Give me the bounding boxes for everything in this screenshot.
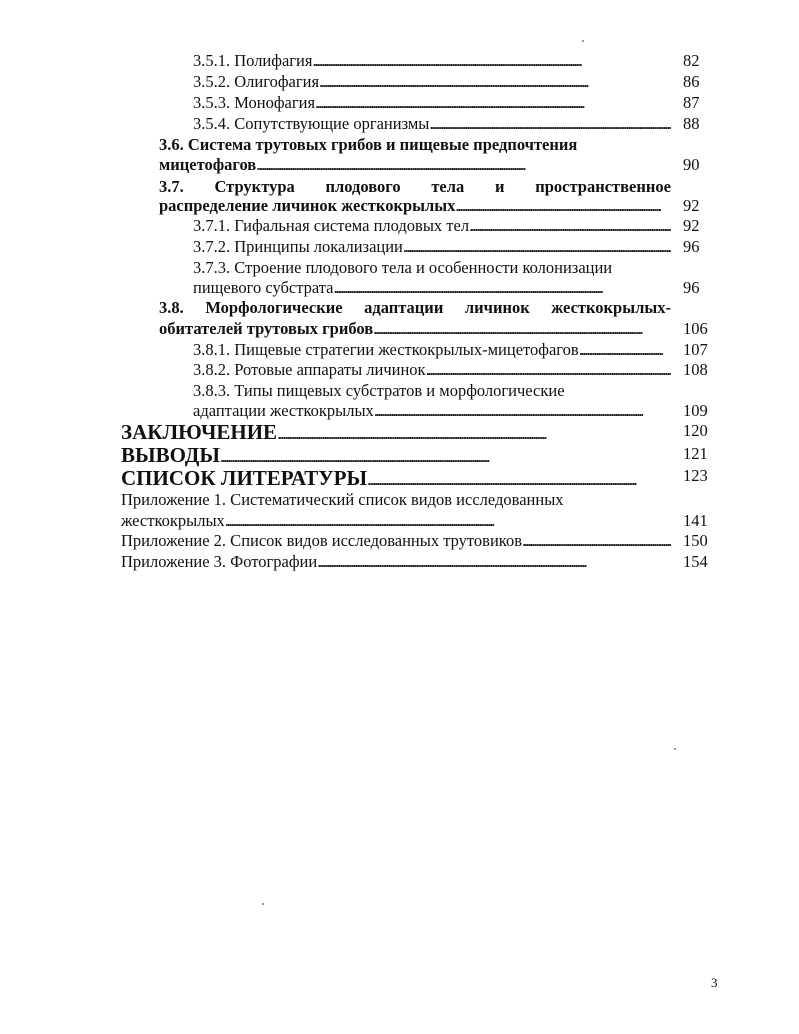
toc-entry-label	[159, 177, 671, 197]
toc-word: и	[494, 177, 505, 196]
toc-entry-label: пищевого субстрата	[193, 278, 334, 297]
toc-page-number: 120	[683, 421, 708, 440]
toc-entry-label: 3.7.2. Принципы локализации	[193, 237, 403, 256]
toc-entry-3-5-2	[0, 72, 799, 92]
toc-entry-3-7-2	[0, 237, 799, 257]
toc-entry-3-8-3-line1	[0, 381, 799, 401]
toc-entry-label: ВЫВОДЫ	[121, 443, 220, 467]
leader-dots	[426, 360, 671, 379]
toc-page-number: 92	[683, 216, 700, 235]
leader-dots	[220, 447, 487, 466]
toc-page-number: 87	[683, 93, 700, 112]
scan-speck	[262, 903, 264, 905]
toc-entry-3-7-1	[0, 216, 799, 236]
toc-page-number: 121	[683, 444, 708, 463]
toc-entry-label: 3.8.3. Типы пищевых субстратов и морфологические	[193, 381, 565, 400]
leader-dots	[256, 155, 523, 174]
toc-entry-label: 3.5.2. Олигофагия	[193, 72, 320, 91]
toc-entry-3-7-line2	[0, 196, 799, 216]
page-number: 3	[711, 975, 718, 990]
toc-word: Структура	[214, 177, 295, 196]
toc-page-number: 88	[683, 114, 700, 133]
toc-entry-3-8-1	[0, 340, 799, 360]
toc-entry-label: мицетофагов	[159, 155, 257, 174]
leader-dots	[469, 216, 671, 235]
leader-dots	[403, 237, 670, 256]
toc-entry-3-7-3-line1	[0, 258, 799, 278]
toc-page-number: 150	[683, 531, 708, 550]
toc-word: пространственное	[535, 177, 671, 196]
toc-entry-label: 3.6. Система трутовых грибов и пищевые предпочтения	[159, 135, 578, 154]
leader-dots	[225, 511, 492, 530]
toc-entry-3-5-3	[0, 93, 799, 113]
leader-dots	[312, 51, 579, 70]
toc-entry-3-5-1	[0, 51, 799, 71]
toc-entry-label: Приложение 1. Систематический список видов исследованных	[121, 490, 564, 509]
toc-page-number: 96	[683, 278, 700, 297]
toc-entry-label: 3.8.1. Пищевые стратегии жесткокрылых-мицетофагов	[193, 340, 579, 359]
toc-entry-findings	[0, 443, 799, 467]
leader-dots	[277, 424, 544, 443]
leader-dots	[429, 114, 671, 133]
toc-page-number: 106	[683, 319, 708, 338]
toc-entry-3-6-line2	[0, 155, 799, 175]
toc-word: плодового	[325, 177, 401, 196]
toc-entry-label: 3.5.4. Сопутствующие организмы	[193, 114, 430, 133]
toc-entry-3-8-2	[0, 360, 799, 380]
toc-entry-conclusion	[0, 420, 799, 444]
toc-entry-3-7-line1	[0, 177, 799, 197]
toc-page-number: 92	[683, 196, 700, 215]
leader-dots	[315, 93, 582, 112]
toc-page-number: 107	[683, 340, 708, 359]
toc-page-number: 154	[683, 552, 708, 571]
toc-entry-label: 3.5.1. Полифагия	[193, 51, 313, 70]
toc-page-number: 82	[683, 51, 700, 70]
leader-dots	[334, 278, 601, 297]
leader-dots	[579, 340, 663, 359]
toc-entry-label: жесткокрылых	[121, 511, 225, 530]
toc-entry-3-8-3-line2	[0, 401, 799, 421]
leader-dots	[373, 319, 640, 338]
toc-entry-label: Приложение 2. Список видов исследованных трутовиков	[121, 531, 523, 550]
toc-entry-label: адаптации жесткокрылых	[193, 401, 374, 420]
toc-entry-3-8-line1	[0, 298, 799, 318]
toc-entry-label: обитателей трутовых грибов	[159, 319, 374, 338]
toc-entry-appendix-1-line1	[0, 490, 799, 510]
toc-entry-3-6-line1	[0, 135, 799, 155]
toc-entry-label: СПИСОК ЛИТЕРАТУРЫ	[121, 466, 368, 490]
toc-entry-label: 3.5.3. Монофагия	[193, 93, 316, 112]
toc-entry-appendix-3	[0, 552, 799, 572]
toc-entry-label: 3.7.3. Строение плодового тела и особенности колонизации	[193, 258, 613, 277]
toc-page-number: 123	[683, 466, 708, 485]
scan-speck	[582, 40, 584, 42]
toc-entry-appendix-1-line2	[0, 511, 799, 531]
toc-page-number: 96	[683, 237, 700, 256]
leader-dots	[374, 401, 641, 420]
toc-word: адаптации	[364, 298, 444, 317]
toc-page-number: 108	[683, 360, 708, 379]
toc-page-number: 90	[683, 155, 700, 174]
toc-word: тела	[431, 177, 465, 196]
toc-page-number: 109	[683, 401, 708, 420]
toc-entry-label	[159, 298, 671, 318]
toc-word: личинок	[464, 298, 530, 317]
toc-entry-3-8-line2	[0, 319, 799, 339]
leader-dots	[522, 531, 671, 550]
toc-entry-3-5-4	[0, 114, 799, 134]
toc-entry-references	[0, 466, 799, 490]
toc-entry-label: ЗАКЛЮЧЕНИЕ	[121, 420, 278, 444]
toc-word: жесткокрылых-	[551, 298, 671, 317]
toc-word: Морфологические	[205, 298, 343, 317]
leader-dots	[317, 552, 584, 571]
toc-entry-label: 3.8.2. Ротовые аппараты личинок	[193, 360, 426, 379]
leader-dots	[319, 72, 586, 91]
toc-entry-label: распределение личинок жесткокрылых	[159, 196, 456, 215]
toc-word: 3.7.	[159, 177, 184, 196]
leader-dots	[367, 470, 634, 489]
toc-entry-label: Приложение 3. Фотографии	[121, 552, 318, 571]
toc-entry-3-7-3-line2	[0, 278, 799, 298]
toc-page-number: 86	[683, 72, 700, 91]
toc-word: 3.8.	[159, 298, 184, 317]
toc-entry-label: 3.7.1. Гифальная система плодовых тел	[193, 216, 470, 235]
scan-speck	[674, 748, 676, 750]
toc-entry-appendix-2	[0, 531, 799, 551]
leader-dots	[455, 196, 661, 215]
toc-page-number: 141	[683, 511, 708, 530]
